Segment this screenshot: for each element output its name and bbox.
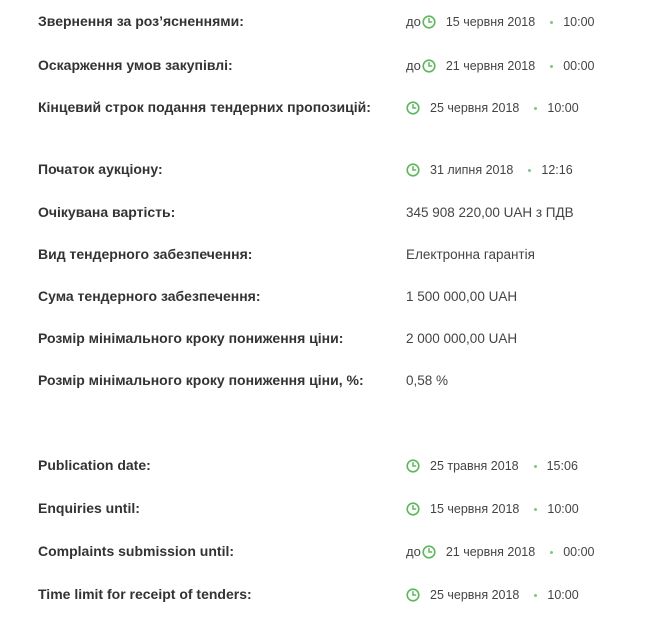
date-text: 15 червня 2018	[430, 501, 520, 516]
separator-dot	[550, 21, 553, 24]
clock-icon	[406, 163, 420, 177]
row-label: Початок аукціону:	[38, 161, 163, 177]
date-text: 21 червня 2018	[445, 58, 536, 73]
row-value: 345 908 220,00 UAH з ПДВ	[406, 205, 574, 220]
time-text: 10:00	[563, 14, 595, 29]
date-value	[406, 541, 595, 562]
row-value: 1 500 000,00 UAH	[406, 289, 518, 304]
separator-dot	[528, 169, 531, 172]
time-text: 00:00	[563, 58, 595, 73]
row-label: Complaints submission until:	[38, 543, 235, 559]
separator-dot	[534, 508, 537, 511]
row-value: Електронна гарантія	[406, 247, 535, 262]
separator-dot	[534, 465, 537, 468]
time-text: 10:00	[547, 587, 579, 602]
date-value	[406, 584, 579, 605]
date-text: 21 червня 2018	[445, 544, 536, 559]
date-value	[406, 97, 579, 118]
clock-icon	[406, 101, 420, 115]
row-value: 2 000 000,00 UAH	[406, 331, 518, 346]
time-text: 00:00	[563, 544, 595, 559]
row-value: 0,58 %	[406, 373, 449, 388]
date-prefix: до	[406, 14, 421, 29]
clock-icon	[406, 502, 420, 516]
row-label: Розмір мінімального кроку пониження ціни, %:	[38, 372, 364, 388]
time-text: 15:06	[546, 458, 578, 473]
date-text: 31 липня 2018	[430, 162, 514, 177]
date-value	[406, 55, 595, 76]
separator-dot	[550, 65, 553, 68]
row-label: Очікувана вартість:	[38, 204, 176, 220]
date-text: 15 червня 2018	[445, 14, 536, 29]
row-label: Оскарження умов закупівлі:	[38, 57, 233, 73]
time-text: 10:00	[547, 501, 579, 516]
date-value	[406, 455, 578, 476]
row-label: Вид тендерного забезпечення:	[38, 246, 253, 262]
row-label: Розмір мінімального кроку пониження ціни:	[38, 330, 344, 346]
clock-icon	[422, 59, 436, 73]
date-value	[406, 159, 573, 180]
row-label: Publication date:	[38, 457, 151, 473]
date-value	[406, 498, 579, 519]
separator-dot	[534, 594, 537, 597]
row-label: Сума тендерного забезпечення:	[38, 288, 261, 304]
date-text: 25 червня 2018	[430, 587, 520, 602]
row-label: Кінцевий строк подання тендерних пропозицій:	[38, 99, 371, 115]
row-label: Time limit for receipt of tenders:	[38, 586, 252, 602]
clock-icon	[422, 545, 436, 559]
row-label: Enquiries until:	[38, 500, 140, 516]
date-text: 25 травня 2018	[430, 458, 519, 473]
clock-icon	[422, 15, 436, 29]
separator-dot	[550, 551, 553, 554]
row-label: Звернення за роз’ясненнями:	[38, 13, 244, 29]
date-value	[406, 11, 595, 32]
clock-icon	[406, 459, 420, 473]
clock-icon	[406, 588, 420, 602]
date-prefix: до	[406, 58, 421, 73]
separator-dot	[534, 107, 537, 110]
time-text: 10:00	[547, 100, 579, 115]
date-text: 25 червня 2018	[430, 100, 520, 115]
date-prefix: до	[406, 544, 421, 559]
time-text: 12:16	[541, 162, 573, 177]
